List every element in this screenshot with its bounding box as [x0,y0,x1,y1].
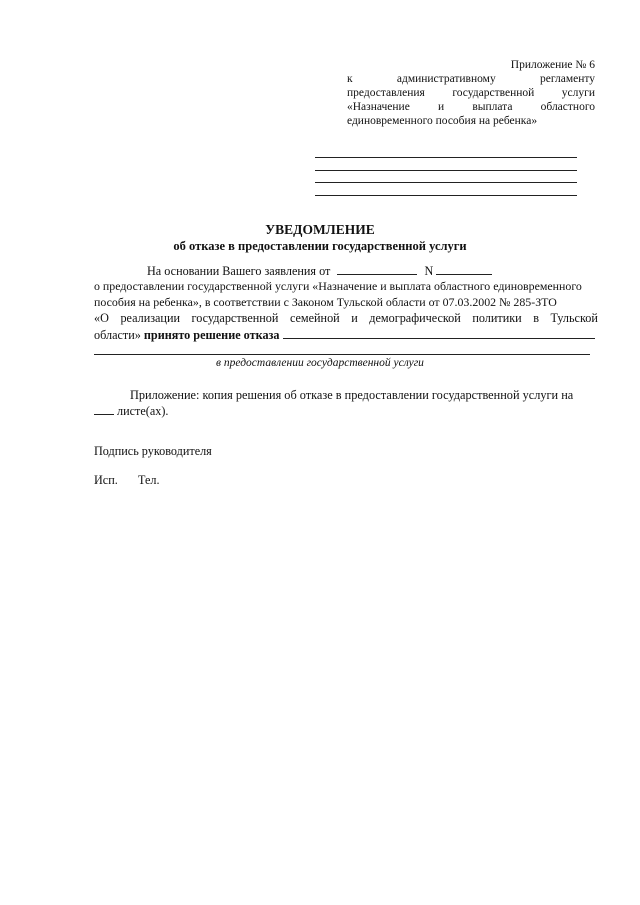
attachment-sheets-line: листе(ах). [94,403,168,419]
decision-caption: в предоставлении государственной услуги [216,357,424,369]
executor-label: Исп. [94,473,118,487]
notice-title: УВЕДОМЛЕНИЕ [265,222,375,237]
addressee-line-4[interactable] [315,195,577,196]
appendix-line-3: «Назначение и выплата областного [347,101,595,113]
appendix-number: Приложение № 6 [510,59,595,71]
decision-continuation-line[interactable] [94,354,590,355]
signature-label: Подпись руководителя [94,444,212,458]
law-line: пособия на ребенка», в соответствии с Законом Тульской области от 07.03.2002 № 285-ЗТО [94,295,557,309]
law-title-line: «О реализации государственной семейной и демографической политики в Тульской [94,311,598,325]
notice-subtitle: об отказе в предоставлении государственной услуги [173,239,467,253]
appendix-line-2: предоставления государственной услуги [347,87,595,99]
phone-label: Тел. [138,473,160,487]
application-number-field[interactable] [436,263,492,275]
service-line: о предоставлении государственной услуги «Назначение и выплата областного единовременного [94,279,582,293]
sheet-count-field[interactable] [94,403,114,415]
application-line: На основании Вашего заявления от N [147,263,492,279]
addressee-line-1[interactable] [315,157,577,158]
decision-field[interactable] [283,327,595,339]
addressee-line-3[interactable] [315,182,577,183]
attachment-line: Приложение: копия решения об отказе в предоставлении государственной услуги на [130,388,574,402]
application-date-field[interactable] [337,263,417,275]
addressee-line-2[interactable] [315,170,577,171]
appendix-line-4: единовременного пособия на ребенка» [347,115,538,127]
appendix-line-1: к административному регламенту [347,73,595,85]
appendix-header [347,58,595,128]
decision-label: принято решение отказа [143,328,280,342]
decision-line: области» принято решение отказа [94,327,595,343]
